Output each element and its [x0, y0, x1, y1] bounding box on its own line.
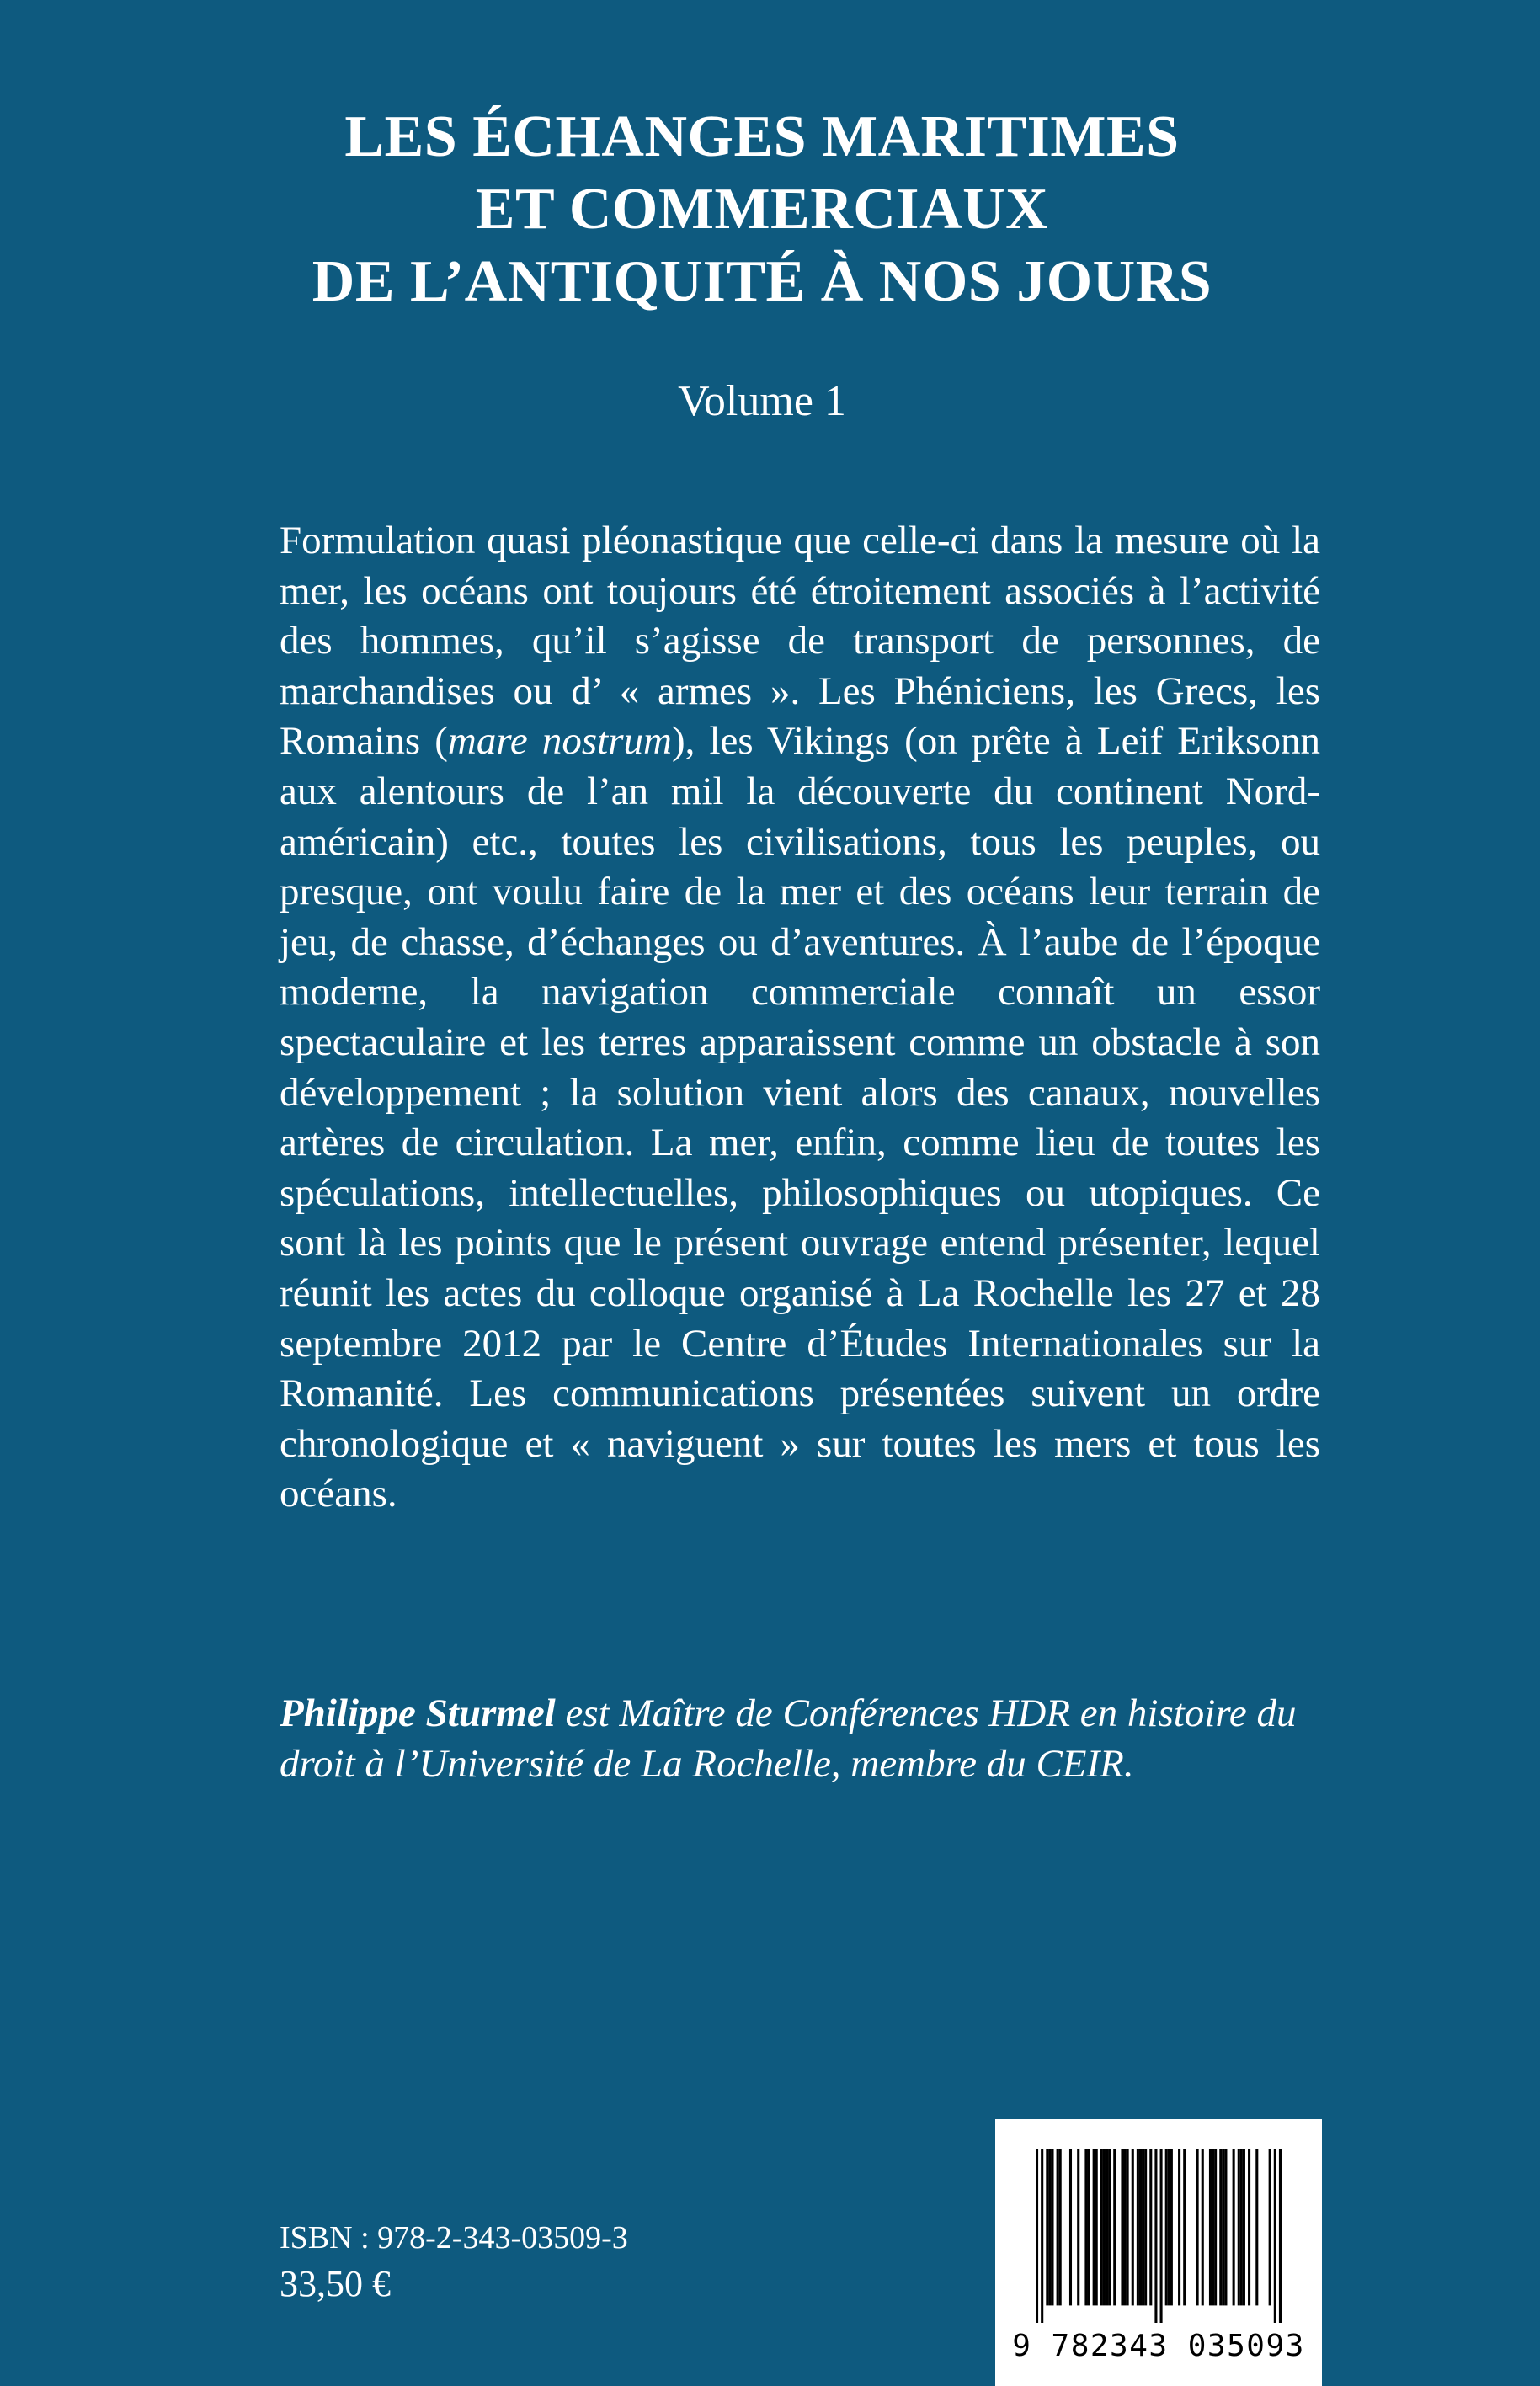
barcode-bar — [1238, 2149, 1240, 2305]
title-line-2: ET COMMERCIAUX — [475, 177, 1049, 242]
barcode-bar — [1041, 2149, 1043, 2323]
barcode-bar — [1139, 2149, 1142, 2305]
barcode-bar — [1057, 2149, 1059, 2305]
barcode-bar — [1202, 2149, 1204, 2305]
barcode-bar — [1219, 2149, 1222, 2305]
barcode-bar — [1240, 2149, 1243, 2305]
barcode-bar — [1243, 2149, 1245, 2305]
volume-label: Volume 1 — [678, 377, 846, 425]
barcode-bar — [1077, 2149, 1079, 2305]
barcode-bar — [1160, 2149, 1163, 2323]
barcode-bar — [1137, 2149, 1139, 2305]
barcode-bar — [1144, 2149, 1147, 2305]
barcode-bar — [1084, 2149, 1087, 2305]
blurb-paragraph — [280, 516, 1320, 1520]
barcode-bar — [1059, 2149, 1062, 2305]
barcode-bar — [1196, 2149, 1199, 2305]
barcode-bar — [1100, 2149, 1103, 2305]
author-bio-text: est Maître de Conférences HDR en histoire du droit à l’Université de La Rochelle, membre du CEIR. — [280, 1691, 1297, 1786]
barcode-bar — [1248, 2149, 1250, 2305]
title-line-1: LES ÉCHANGES MARITIMES — [344, 104, 1180, 169]
title-line-3: DE L’ANTIQUITÉ À NOS JOURS — [312, 249, 1212, 314]
barcode-bar — [1154, 2149, 1157, 2323]
barcode-bar — [1233, 2149, 1235, 2305]
blurb-part-1: Formulation quasi pléonastique que celle-ci dans la mesure où la mer, les océans ont toujours été étroitement associés à l’activité des hommes, qu’il s’agisse de transport de personnes, de marchandises ou d’ « armes ». Les Phéniciens, les Grecs, les Romains ( — [280, 519, 1320, 764]
book-title — [152, 101, 1372, 318]
barcode-bar — [1106, 2149, 1108, 2305]
barcode-bar — [1108, 2149, 1111, 2305]
blurb-part-2: ), les Vikings (on prête à Leif Eriksonn aux alentours de l’an mil la découverte du continent Nord-américain) etc., toutes les civilisations, tous les peuples, ou presque, ont voulu faire de la mer et des océans leur terrain de jeu, de chasse, d’échanges ou d’aventures. À l’aube de l’époque moderne, la navigation commerciale connaît un essor spectaculaire et les terres apparaissent comme un obstacle à son développement ; la solution vient alors des canaux, nouvelles artères de circulation. La mer, enfin, comme lieu de toutes les spéculations, intellectuelles, philosophiques ou utopiques. Ce sont là les points que le présent ouvrage entend présenter, lequel réunit les actes du colloque organisé à La Rochelle les 27 et 28 septembre 2012 par le Centre d’Études Internationales sur la Romanité. Les communications présentées suivent un ordre chronologique et « naviguent » sur toutes les mers et tous les océans. — [280, 719, 1320, 1516]
blurb-text — [280, 516, 1320, 1520]
barcode-bar — [1209, 2149, 1212, 2305]
barcode-bar — [1149, 2149, 1152, 2305]
barcode-bar — [1127, 2149, 1129, 2305]
price: 33,50 € — [280, 2263, 391, 2304]
barcode-bar — [1183, 2149, 1186, 2305]
barcode-bar — [1036, 2149, 1038, 2323]
barcode-bar — [1168, 2149, 1170, 2305]
barcode-bar — [1051, 2149, 1053, 2305]
blurb-italic: mare nostrum — [447, 719, 672, 764]
barcode-bar — [1087, 2149, 1090, 2305]
barcode-digits: 9 782343 035093 — [1012, 2329, 1305, 2363]
barcode-bar — [1103, 2149, 1106, 2305]
barcode-bar — [1113, 2149, 1116, 2305]
barcode-bar — [1178, 2149, 1180, 2305]
barcode-bar — [1048, 2149, 1051, 2305]
isbn: ISBN : 978-2-343-03509-3 — [280, 2220, 628, 2256]
author-bio — [280, 1688, 1320, 1789]
author-bio-paragraph — [280, 1688, 1320, 1789]
barcode — [995, 2119, 1322, 2386]
barcode-bar — [1279, 2149, 1282, 2323]
barcode-bar — [1255, 2149, 1258, 2305]
barcode-bar — [1093, 2149, 1095, 2305]
barcode-bar — [1165, 2149, 1168, 2305]
barcode-bar — [1095, 2149, 1098, 2305]
barcode-bar — [1212, 2149, 1214, 2305]
barcode-bar — [1269, 2149, 1271, 2305]
barcode-bars — [1036, 2149, 1282, 2323]
author-name: Philippe Sturmel — [280, 1691, 556, 1735]
barcode-bar — [1124, 2149, 1127, 2305]
barcode-bar — [1121, 2149, 1123, 2305]
barcode-bar — [1046, 2149, 1048, 2305]
barcode-bar — [1170, 2149, 1173, 2305]
barcode-bar — [1069, 2149, 1072, 2305]
barcode-bar — [1222, 2149, 1224, 2305]
barcode-bar — [1132, 2149, 1134, 2305]
barcode-bar — [1274, 2149, 1276, 2323]
barcode-bar — [1214, 2149, 1217, 2305]
barcode-bar — [1224, 2149, 1227, 2305]
barcode-bar — [1142, 2149, 1144, 2305]
